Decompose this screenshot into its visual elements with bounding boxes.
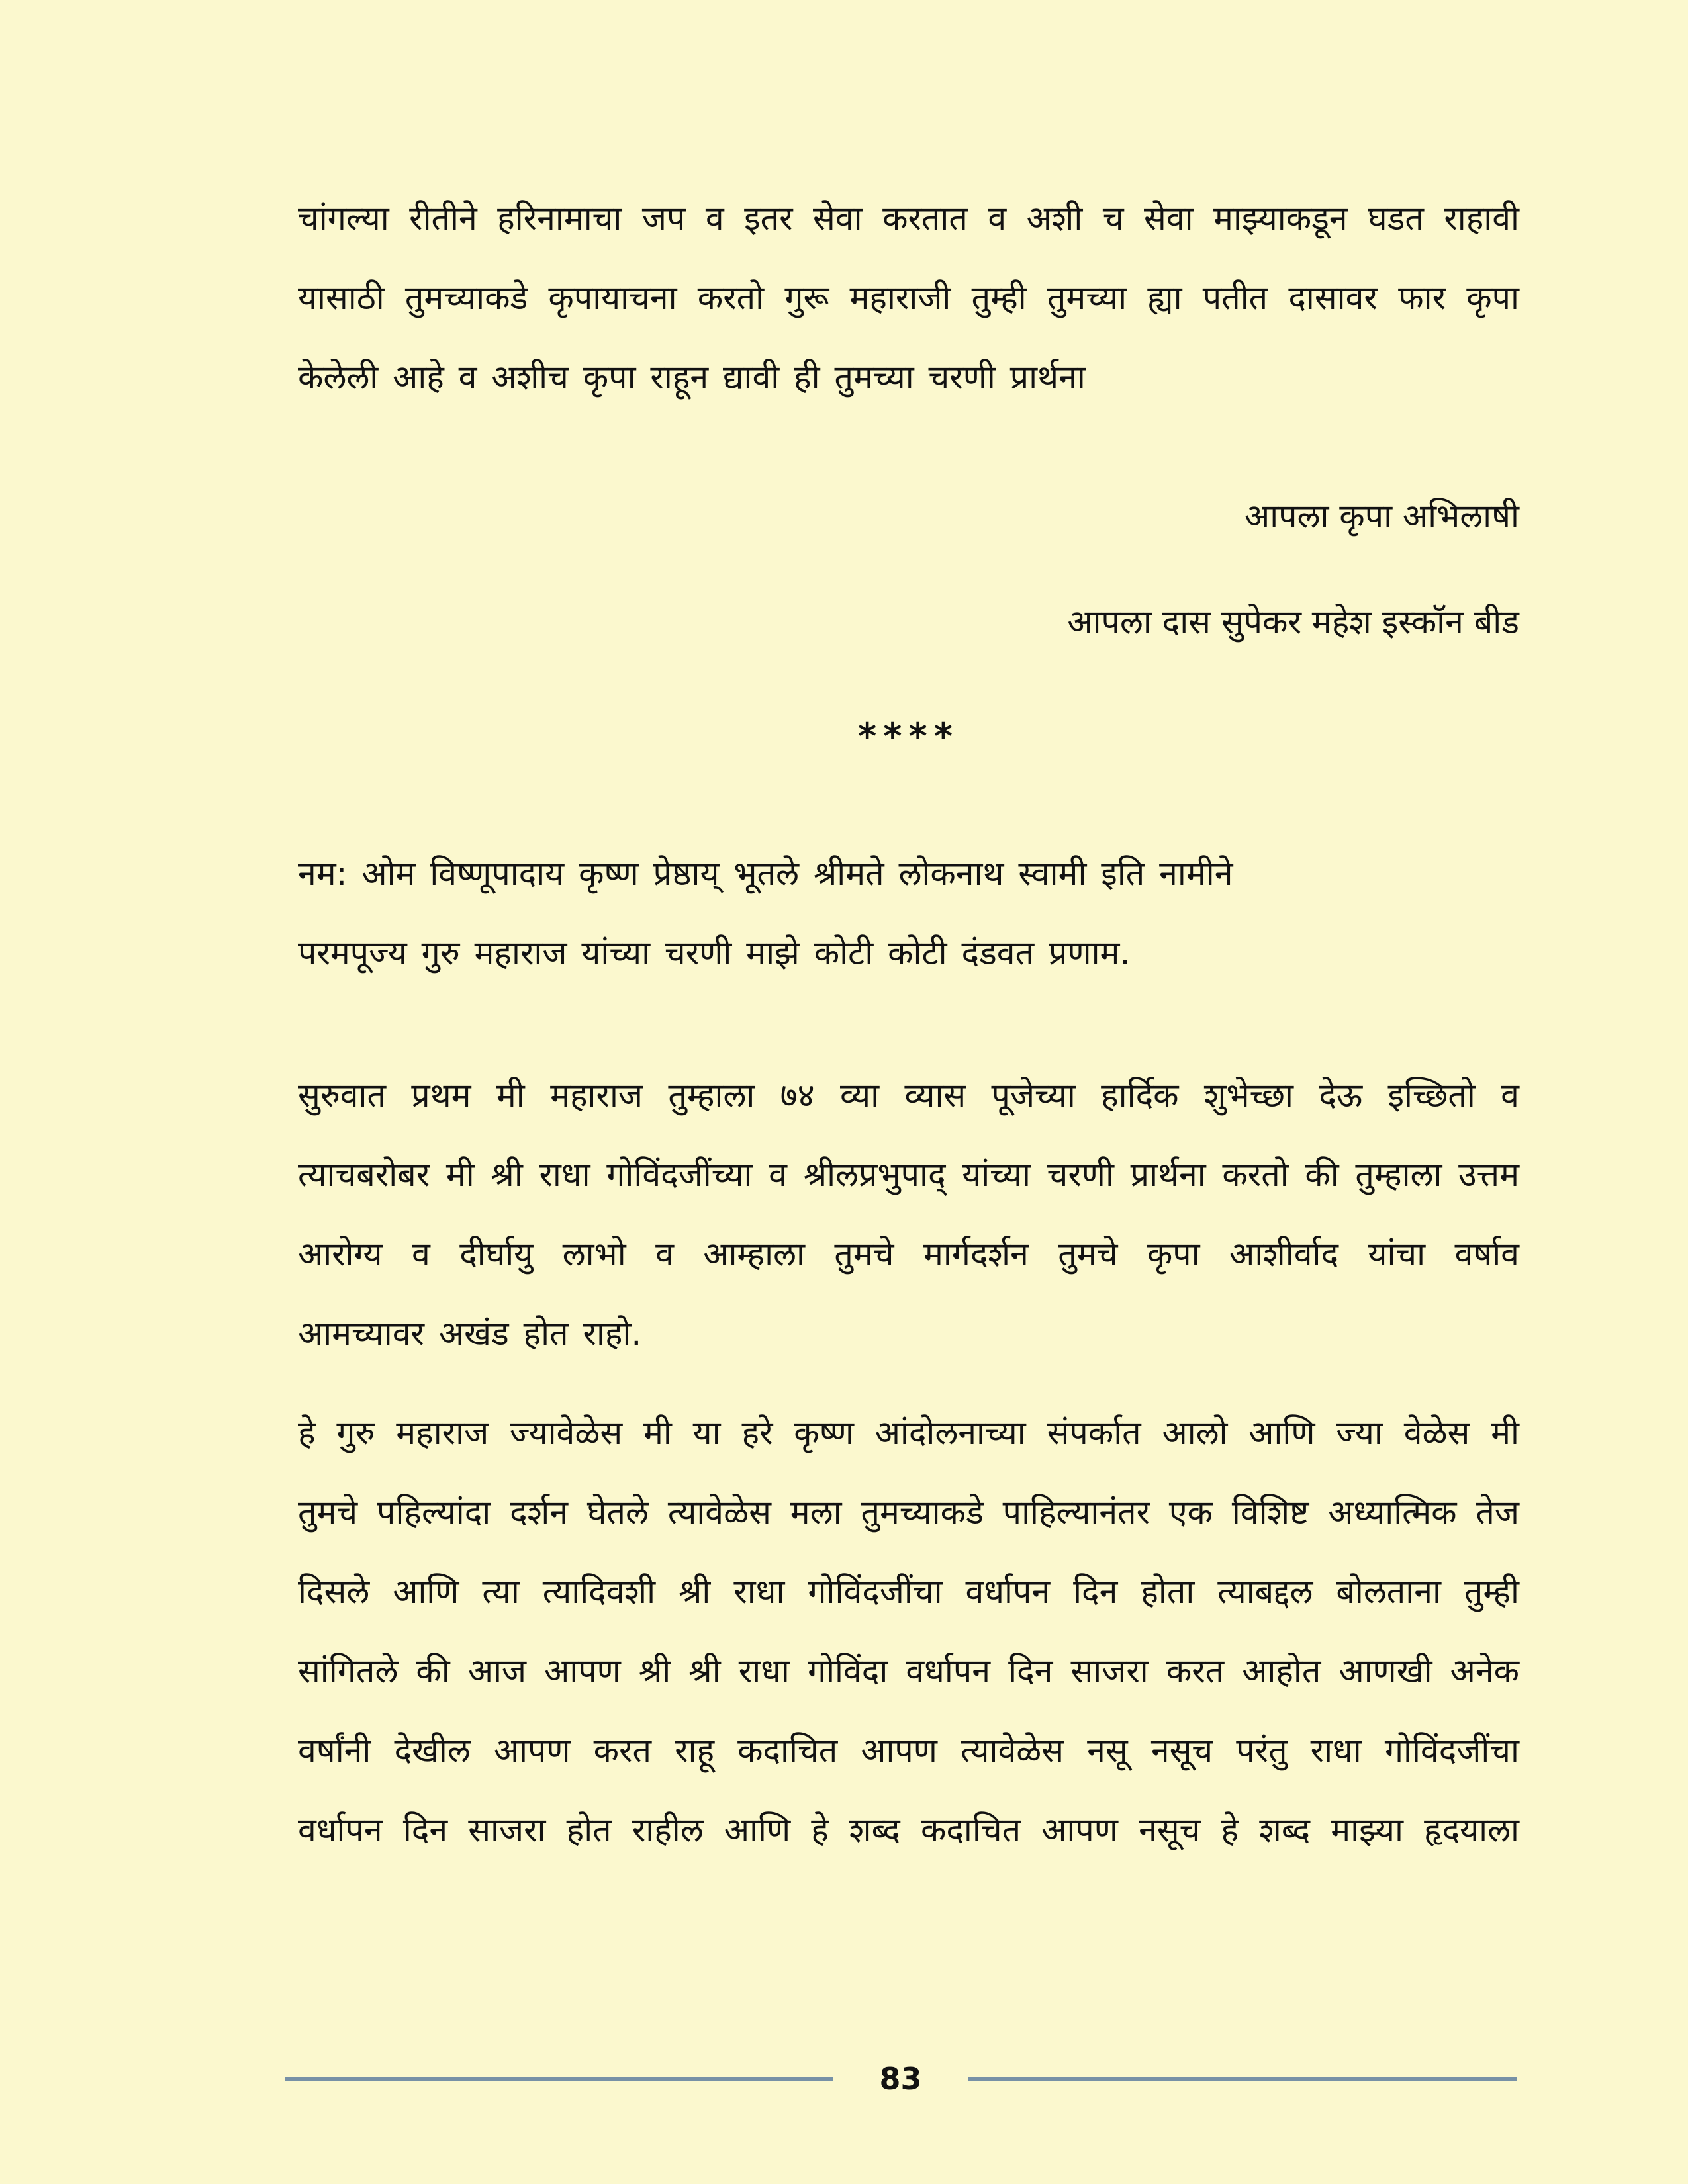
invocation-line [298, 834, 1519, 913]
greeting-paragraph [298, 1056, 1519, 1373]
signature-line-1: आपला कृपा अभिलाषी [1244, 497, 1519, 535]
obeisance-line [298, 913, 1519, 993]
text-line: सुरुवात प्रथम मी महाराज तुम्हाला ७४ व्या व्यास पूजेच्या हार्दिक शुभेच्छा देऊ इच्छितो व [298, 1076, 1519, 1115]
text-line: आरोग्य व दीर्घायु लाभो व आम्हाला तुमचे मार्गदर्शन तुमचे कृपा आशीर्वाद यांचा वर्षाव [298, 1235, 1519, 1273]
text-line: आमच्यावर अखंड होत राहो. [298, 1314, 642, 1353]
text-line: केलेली आहे व अशीच कृपा राहून द्यावी ही तुमच्या चरणी प्रार्थना [298, 358, 1086, 396]
text-line: दिसले आणि त्या त्यादिवशी श्री राधा गोविंदजींचा वर्धापन दिन होता त्याबद्दल बोलताना तुम्ही [298, 1572, 1519, 1611]
text-line: यासाठी तुमच्याकडे कृपायाचना करतो गुरू महाराजी तुम्ही तुमच्या ह्या पतीत दासावर फार कृपा [298, 279, 1519, 317]
text-line: तुमचे पहिल्यांदा दर्शन घेतले त्यावेळेस मला तुमच्याकडे पाहिल्यानंतर एक विशिष्ट अध्यात्मिक तेज [298, 1493, 1519, 1531]
text-line: वर्धापन दिन साजरा होत राहील आणि हे शब्द कदाचित आपण नसूच हे शब्द माझ्या हृदयाला [298, 1811, 1519, 1849]
footer-rule-right [968, 2077, 1517, 2081]
closing-paragraph [298, 179, 1519, 417]
text-line: चांगल्या रीतीने हरिनामाचा जप व इतर सेवा करतात व अशी च सेवा माझ्याकडून घडत राहावी [298, 199, 1519, 238]
memory-paragraph [298, 1393, 1519, 1870]
text-line: नम: ओम विष्णूपादाय कृष्ण प्रेष्ठाय् भूतले श्रीमते लोकनाथ स्वामी इति नामीने [298, 854, 1233, 893]
page-number: 83 [879, 2061, 922, 2097]
footer-rule-left [285, 2077, 833, 2081]
text-line: त्याचबरोबर मी श्री राधा गोविंदजींच्या व श्रीलप्रभुपाद् यांच्या चरणी प्रार्थना करतो की तुम्हाला उत्तम [298, 1156, 1519, 1194]
text-line: सांगितले की आज आपण श्री श्री राधा गोविंदा वर्धापन दिन साजरा करत आहोत आणखी अनेक [298, 1652, 1519, 1690]
text-line: परमपूज्य गुरु महाराज यांच्या चरणी माझे कोटी कोटी दंडवत प्रणाम. [298, 934, 1131, 972]
section-separator: **** [858, 715, 959, 757]
signature-line-2: आपला दास सुपेकर महेश इस्कॉन बीड [1067, 603, 1519, 641]
text-line: हे गुरु महाराज ज्यावेळेस मी या हरे कृष्ण आंदोलनाच्या संपर्कात आलो आणि ज्या वेळेस मी [298, 1414, 1519, 1452]
text-line: वर्षांनी देखील आपण करत राहू कदाचित आपण त्यावेळेस नसू नसूच परंतु राधा गोविंदजींचा [298, 1731, 1519, 1770]
page-footer [285, 2061, 1517, 2097]
